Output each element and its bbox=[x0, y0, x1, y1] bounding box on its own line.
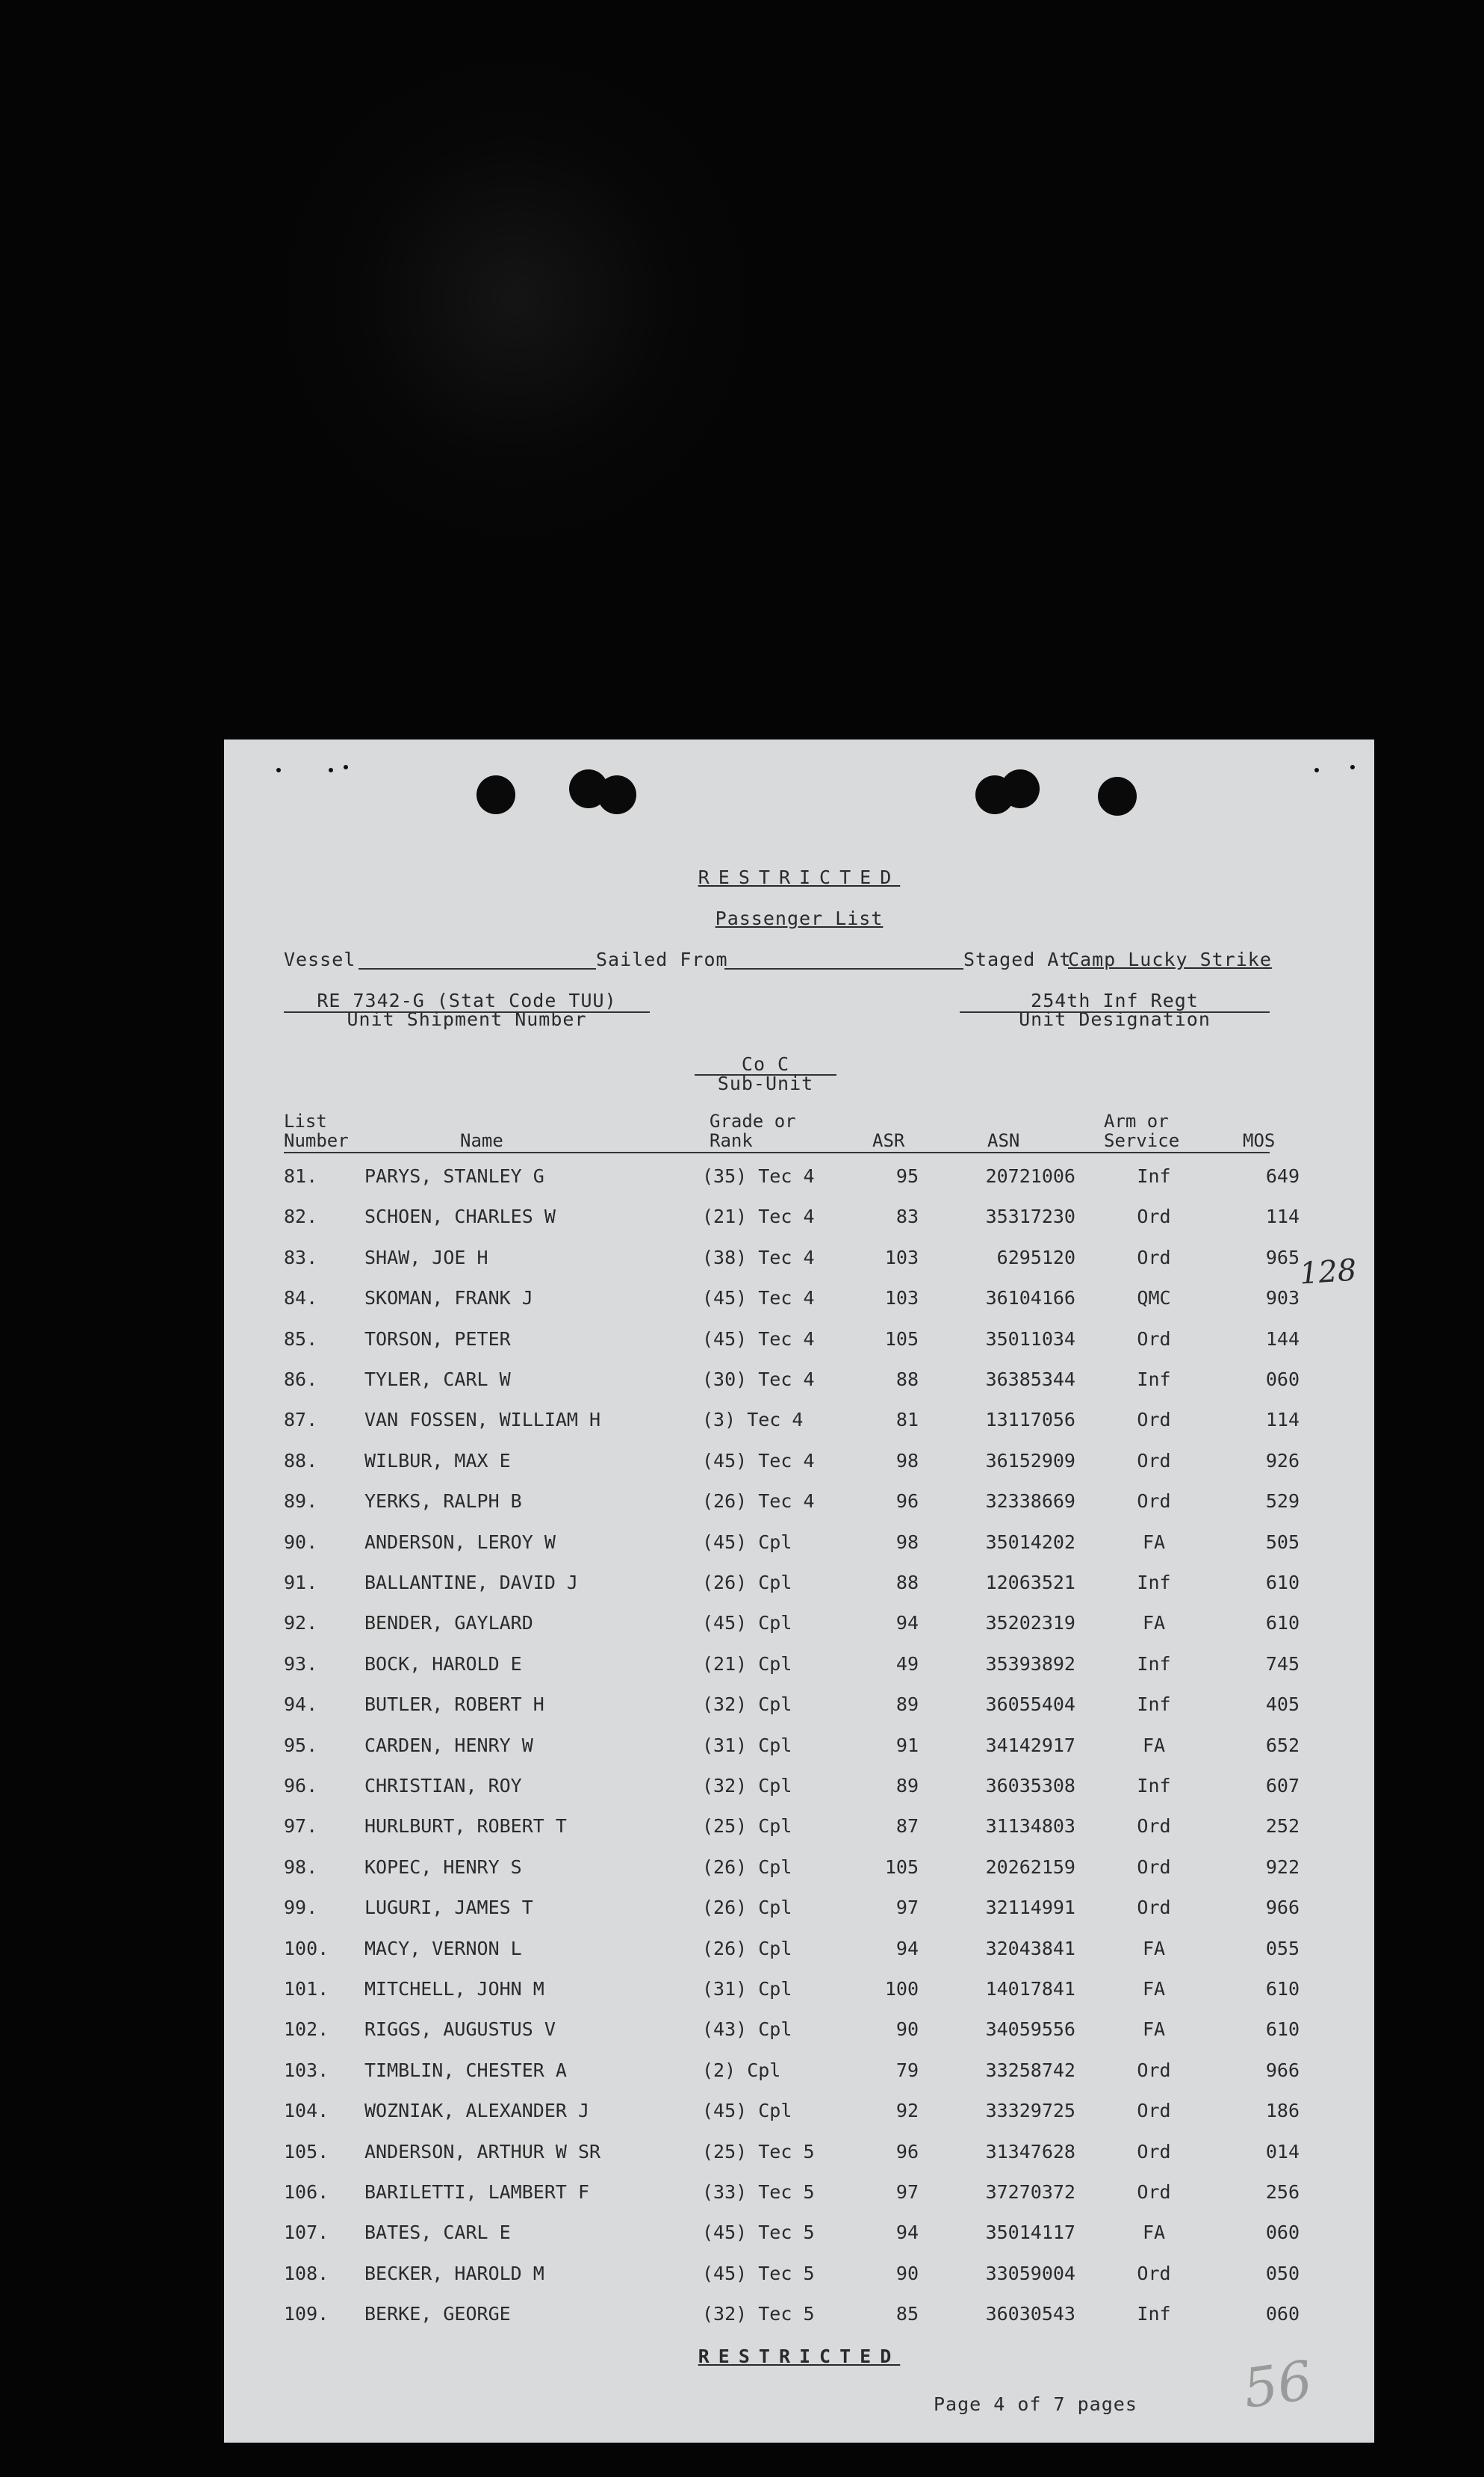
row-mos: 966 bbox=[1265, 1897, 1300, 1919]
row-list-number: 103. bbox=[284, 2059, 329, 2081]
row-asr: 88 bbox=[895, 1368, 919, 1390]
table-row bbox=[224, 1572, 1374, 1612]
row-asn: 14017841 bbox=[985, 1978, 1075, 2000]
shipment-number-label: Unit Shipment Number bbox=[347, 1008, 587, 1030]
row-arm: Ord bbox=[1137, 1897, 1171, 1919]
ink-speck bbox=[329, 768, 333, 772]
row-asn: 32114991 bbox=[985, 1897, 1075, 1919]
row-mos: 144 bbox=[1265, 1327, 1300, 1350]
restricted-title-bottom: RESTRICTED bbox=[698, 2346, 901, 2367]
row-asn: 6295120 bbox=[996, 1246, 1075, 1268]
col-list-number-line2: Number bbox=[284, 1130, 349, 1151]
table-row bbox=[224, 1206, 1374, 1246]
row-asn: 12063521 bbox=[985, 1572, 1075, 1593]
row-asn: 36104166 bbox=[985, 1287, 1075, 1309]
row-name: SCHOEN, CHARLES W bbox=[364, 1206, 556, 1228]
row-arm: Ord bbox=[1137, 1815, 1171, 1838]
row-name: SHAW, JOE H bbox=[364, 1246, 488, 1268]
ink-speck bbox=[1314, 768, 1319, 772]
row-asn: 35202319 bbox=[985, 1612, 1075, 1634]
row-mos: 055 bbox=[1265, 1937, 1300, 1959]
col-arm bbox=[1104, 1112, 1179, 1150]
row-name: ANDERSON, ARTHUR W SR bbox=[364, 2140, 601, 2163]
row-name: RIGGS, AUGUSTUS V bbox=[364, 2018, 556, 2041]
row-mos: 745 bbox=[1265, 1652, 1300, 1675]
row-name: BALLANTINE, DAVID J bbox=[364, 1572, 578, 1593]
row-asr: 97 bbox=[895, 1897, 919, 1919]
row-mos: 405 bbox=[1265, 1693, 1300, 1716]
row-asn: 35317230 bbox=[985, 1206, 1075, 1228]
row-list-number: 99. bbox=[284, 1897, 318, 1919]
row-list-number: 107. bbox=[284, 2222, 329, 2244]
row-asn: 35393892 bbox=[985, 1652, 1075, 1675]
row-list-number: 101. bbox=[284, 1978, 329, 2000]
row-name: TIMBLIN, CHESTER A bbox=[364, 2059, 567, 2081]
row-mos: 186 bbox=[1265, 2100, 1300, 2122]
row-name: VAN FOSSEN, WILLIAM H bbox=[364, 1409, 601, 1431]
col-arm-line1: Arm or bbox=[1104, 1111, 1169, 1132]
row-asr: 97 bbox=[895, 2181, 919, 2203]
row-grade: (32) Cpl bbox=[702, 1693, 792, 1716]
row-arm: FA bbox=[1142, 1734, 1166, 1756]
row-grade: (45) Cpl bbox=[702, 1531, 792, 1553]
row-name: CHRISTIAN, ROY bbox=[364, 1775, 522, 1796]
row-arm: Ord bbox=[1137, 1327, 1171, 1350]
row-asr: 96 bbox=[895, 1490, 919, 1513]
row-mos: 610 bbox=[1265, 1612, 1300, 1634]
row-name: LUGURI, JAMES T bbox=[364, 1897, 533, 1919]
row-arm: Ord bbox=[1137, 1490, 1171, 1513]
punch-hole bbox=[1001, 769, 1040, 808]
table-row bbox=[224, 1897, 1374, 1937]
row-list-number: 102. bbox=[284, 2018, 329, 2041]
table-row bbox=[224, 1409, 1374, 1449]
table-row bbox=[224, 1328, 1374, 1368]
row-asn: 35014117 bbox=[985, 2222, 1075, 2244]
row-mos: 965 bbox=[1265, 1246, 1300, 1268]
row-asr: 94 bbox=[895, 1937, 919, 1959]
table-row bbox=[224, 1247, 1374, 1287]
staged-at-value: Camp Lucky Strike bbox=[1068, 949, 1272, 970]
vessel-label: Vessel bbox=[284, 949, 356, 970]
row-asr: 94 bbox=[895, 1612, 919, 1634]
row-asr: 89 bbox=[895, 1775, 919, 1796]
row-list-number: 89. bbox=[284, 1490, 318, 1513]
row-name: TYLER, CARL W bbox=[364, 1368, 511, 1390]
row-asr: 87 bbox=[895, 1815, 919, 1838]
row-mos: 607 bbox=[1265, 1775, 1300, 1796]
row-asn: 36035308 bbox=[985, 1775, 1075, 1796]
row-arm: Ord bbox=[1137, 1246, 1171, 1268]
row-asr: 85 bbox=[895, 2303, 919, 2325]
table-row bbox=[224, 2059, 1374, 2100]
row-grade: (32) Cpl bbox=[702, 1775, 792, 1796]
row-list-number: 100. bbox=[284, 1937, 329, 1959]
row-name: BERKE, GEORGE bbox=[364, 2303, 511, 2325]
row-grade: (21) Cpl bbox=[702, 1652, 792, 1675]
table-row bbox=[224, 2018, 1374, 2059]
row-asr: 79 bbox=[895, 2059, 919, 2081]
row-grade: (26) Cpl bbox=[702, 1856, 792, 1878]
row-name: WOZNIAK, ALEXANDER J bbox=[364, 2100, 590, 2122]
row-list-number: 98. bbox=[284, 1856, 318, 1878]
row-asn: 20262159 bbox=[985, 1856, 1075, 1878]
table-row bbox=[224, 1938, 1374, 1978]
row-asn: 35011034 bbox=[985, 1327, 1075, 1350]
row-asr: 90 bbox=[895, 2262, 919, 2284]
row-arm: Inf bbox=[1137, 1693, 1171, 1716]
col-grade-line1: Grade or bbox=[710, 1111, 796, 1132]
row-arm: FA bbox=[1142, 1531, 1166, 1553]
row-mos: 252 bbox=[1265, 1815, 1300, 1838]
row-grade: (33) Tec 5 bbox=[702, 2181, 815, 2203]
row-grade: (38) Tec 4 bbox=[702, 1246, 815, 1268]
row-arm: Inf bbox=[1137, 1652, 1171, 1675]
row-name: MITCHELL, JOHN M bbox=[364, 1978, 544, 2000]
row-asr: 103 bbox=[884, 1287, 919, 1309]
row-mos: 926 bbox=[1265, 1449, 1300, 1472]
row-asr: 96 bbox=[895, 2140, 919, 2163]
row-list-number: 109. bbox=[284, 2303, 329, 2325]
row-mos: 610 bbox=[1265, 1572, 1300, 1593]
sub-unit-label: Sub-Unit bbox=[717, 1073, 814, 1094]
col-list-number bbox=[284, 1112, 349, 1150]
row-mos: 966 bbox=[1265, 2059, 1300, 2081]
row-asn: 36385344 bbox=[985, 1368, 1075, 1390]
row-list-number: 84. bbox=[284, 1287, 318, 1309]
row-list-number: 81. bbox=[284, 1165, 318, 1187]
row-asr: 98 bbox=[895, 1531, 919, 1553]
row-arm: FA bbox=[1142, 1978, 1166, 2000]
row-grade: (45) Cpl bbox=[702, 2100, 792, 2122]
row-asr: 49 bbox=[895, 1652, 919, 1675]
row-grade: (45) Tec 4 bbox=[702, 1287, 815, 1309]
row-arm: Inf bbox=[1137, 1775, 1171, 1796]
table-row bbox=[224, 1450, 1374, 1490]
row-list-number: 87. bbox=[284, 1409, 318, 1431]
col-asn: ASN bbox=[987, 1130, 1020, 1151]
row-mos: 610 bbox=[1265, 1978, 1300, 2000]
punch-hole bbox=[597, 775, 636, 814]
row-asn: 36030543 bbox=[985, 2303, 1075, 2325]
row-name: ANDERSON, LEROY W bbox=[364, 1531, 556, 1553]
row-asn: 34142917 bbox=[985, 1734, 1075, 1756]
row-mos: 256 bbox=[1265, 2181, 1300, 2203]
row-arm: Ord bbox=[1137, 1206, 1171, 1228]
row-list-number: 91. bbox=[284, 1572, 318, 1593]
table-row bbox=[224, 2100, 1374, 2140]
staged-at-label: Staged At bbox=[963, 949, 1072, 970]
row-grade: (31) Cpl bbox=[702, 1978, 792, 2000]
table-row bbox=[224, 1612, 1374, 1652]
pencil-number: 56 bbox=[1239, 2349, 1317, 2420]
row-grade: (2) Cpl bbox=[702, 2059, 781, 2081]
background-shadow bbox=[269, 45, 762, 553]
row-list-number: 96. bbox=[284, 1775, 318, 1796]
table-row bbox=[224, 1165, 1374, 1206]
row-mos: 114 bbox=[1265, 1206, 1300, 1228]
row-mos: 903 bbox=[1265, 1287, 1300, 1309]
row-mos: 649 bbox=[1265, 1165, 1300, 1187]
row-asr: 105 bbox=[884, 1327, 919, 1350]
row-name: BATES, CARL E bbox=[364, 2222, 511, 2244]
row-name: WILBUR, MAX E bbox=[364, 1449, 511, 1472]
row-grade: (30) Tec 4 bbox=[702, 1368, 815, 1390]
row-list-number: 97. bbox=[284, 1815, 318, 1838]
table-row bbox=[224, 2141, 1374, 2181]
col-mos: MOS bbox=[1243, 1130, 1276, 1151]
restricted-title-top: RESTRICTED bbox=[698, 867, 901, 888]
row-grade: (26) Cpl bbox=[702, 1897, 792, 1919]
table-row bbox=[224, 2181, 1374, 2222]
row-mos: 610 bbox=[1265, 2018, 1300, 2041]
row-list-number: 104. bbox=[284, 2100, 329, 2122]
unit-designation-label: Unit Designation bbox=[1019, 1008, 1211, 1030]
row-name: KOPEC, HENRY S bbox=[364, 1856, 522, 1878]
row-arm: Ord bbox=[1137, 2140, 1171, 2163]
row-list-number: 106. bbox=[284, 2181, 329, 2203]
row-name: PARYS, STANLEY G bbox=[364, 1165, 544, 1187]
row-asr: 103 bbox=[884, 1246, 919, 1268]
unit-designation-value: 254th Inf Regt bbox=[1031, 990, 1199, 1011]
row-name: BARILETTI, LAMBERT F bbox=[364, 2181, 590, 2203]
row-grade: (35) Tec 4 bbox=[702, 1165, 815, 1187]
col-arm-line2: Service bbox=[1104, 1130, 1180, 1151]
row-grade: (45) Tec 5 bbox=[702, 2262, 815, 2284]
row-mos: 652 bbox=[1265, 1734, 1300, 1756]
row-grade: (26) Cpl bbox=[702, 1937, 792, 1959]
ink-speck bbox=[344, 765, 348, 769]
row-grade: (26) Tec 4 bbox=[702, 1490, 815, 1513]
table-row bbox=[224, 2222, 1374, 2262]
row-grade: (32) Tec 5 bbox=[702, 2303, 815, 2325]
row-name: BOCK, HAROLD E bbox=[364, 1652, 522, 1675]
passenger-list-title: Passenger List bbox=[715, 908, 884, 929]
row-grade: (25) Tec 5 bbox=[702, 2140, 815, 2163]
row-arm: Ord bbox=[1137, 2059, 1171, 2081]
ink-speck bbox=[1350, 765, 1355, 769]
row-mos: 060 bbox=[1265, 2303, 1300, 2325]
row-list-number: 90. bbox=[284, 1531, 318, 1553]
row-asn: 32043841 bbox=[985, 1937, 1075, 1959]
table-row bbox=[224, 1368, 1374, 1409]
col-grade bbox=[710, 1112, 796, 1150]
row-asn: 20721006 bbox=[985, 1165, 1075, 1187]
row-arm: QMC bbox=[1137, 1287, 1171, 1309]
row-asn: 37270372 bbox=[985, 2181, 1075, 2203]
row-name: HURLBURT, ROBERT T bbox=[364, 1815, 567, 1838]
row-asn: 35014202 bbox=[985, 1531, 1075, 1553]
row-grade: (43) Cpl bbox=[702, 2018, 792, 2041]
row-list-number: 83. bbox=[284, 1246, 318, 1268]
header-rule bbox=[284, 1152, 1270, 1153]
row-arm: Inf bbox=[1137, 1572, 1171, 1593]
shipment-number-value: RE 7342-G (Stat Code TUU) bbox=[317, 990, 617, 1011]
row-list-number: 86. bbox=[284, 1368, 318, 1390]
row-arm: Ord bbox=[1137, 1409, 1171, 1431]
row-arm: Ord bbox=[1137, 1856, 1171, 1878]
table-row bbox=[224, 1490, 1374, 1531]
row-mos: 050 bbox=[1265, 2262, 1300, 2284]
row-asn: 31134803 bbox=[985, 1815, 1075, 1838]
row-arm: Ord bbox=[1137, 2181, 1171, 2203]
sub-unit-value: Co C bbox=[741, 1053, 790, 1075]
row-asn: 36152909 bbox=[985, 1449, 1075, 1472]
row-asn: 31347628 bbox=[985, 2140, 1075, 2163]
row-list-number: 108. bbox=[284, 2262, 329, 2284]
row-list-number: 93. bbox=[284, 1652, 318, 1675]
row-mos: 505 bbox=[1265, 1531, 1300, 1553]
row-mos: 014 bbox=[1265, 2140, 1300, 2163]
row-list-number: 82. bbox=[284, 1206, 318, 1228]
table-row bbox=[224, 1775, 1374, 1815]
table-row bbox=[224, 1856, 1374, 1897]
row-asr: 105 bbox=[884, 1856, 919, 1878]
row-grade: (31) Cpl bbox=[702, 1734, 792, 1756]
row-mos: 922 bbox=[1265, 1856, 1300, 1878]
row-list-number: 85. bbox=[284, 1327, 318, 1350]
row-arm: FA bbox=[1142, 2018, 1166, 2041]
col-grade-line2: Rank bbox=[710, 1130, 753, 1151]
row-name: SKOMAN, FRANK J bbox=[364, 1287, 533, 1309]
row-grade: (45) Tec 4 bbox=[702, 1327, 815, 1350]
row-asn: 33059004 bbox=[985, 2262, 1075, 2284]
row-asn: 13117056 bbox=[985, 1409, 1075, 1431]
row-name: MACY, VERNON L bbox=[364, 1937, 522, 1959]
table-row bbox=[224, 1653, 1374, 1693]
row-name: BUTLER, ROBERT H bbox=[364, 1693, 544, 1716]
row-asn: 33329725 bbox=[985, 2100, 1075, 2122]
row-name: CARDEN, HENRY W bbox=[364, 1734, 533, 1756]
row-asr: 91 bbox=[895, 1734, 919, 1756]
row-grade: (45) Tec 5 bbox=[702, 2222, 815, 2244]
row-asr: 95 bbox=[895, 1165, 919, 1187]
row-mos: 060 bbox=[1265, 1368, 1300, 1390]
row-arm: FA bbox=[1142, 2222, 1166, 2244]
row-asr: 83 bbox=[895, 1206, 919, 1228]
punch-hole bbox=[1098, 777, 1137, 816]
row-arm: Ord bbox=[1137, 2262, 1171, 2284]
sailed-from-label: Sailed From bbox=[596, 949, 728, 970]
col-asr: ASR bbox=[872, 1130, 905, 1151]
row-asr: 94 bbox=[895, 2222, 919, 2244]
row-mos: 114 bbox=[1265, 1409, 1300, 1431]
row-mos: 060 bbox=[1265, 2222, 1300, 2244]
col-list-number-line1: List bbox=[284, 1111, 327, 1132]
row-asr: 92 bbox=[895, 2100, 919, 2122]
vessel-blank bbox=[358, 968, 596, 970]
row-arm: Inf bbox=[1137, 1368, 1171, 1390]
row-arm: Inf bbox=[1137, 1165, 1171, 1187]
table-row bbox=[224, 1693, 1374, 1734]
row-name: BENDER, GAYLARD bbox=[364, 1612, 533, 1634]
col-name: Name bbox=[460, 1130, 503, 1151]
row-grade: (45) Tec 4 bbox=[702, 1449, 815, 1472]
row-grade: (3) Tec 4 bbox=[702, 1409, 804, 1431]
page-info: Page 4 of 7 pages bbox=[934, 2393, 1137, 2415]
table-row bbox=[224, 1978, 1374, 2018]
row-asr: 100 bbox=[884, 1978, 919, 2000]
row-grade: (25) Cpl bbox=[702, 1815, 792, 1838]
table-row bbox=[224, 1531, 1374, 1572]
row-asr: 90 bbox=[895, 2018, 919, 2041]
passenger-list-page bbox=[224, 740, 1374, 2443]
row-arm: FA bbox=[1142, 1937, 1166, 1959]
row-asr: 98 bbox=[895, 1449, 919, 1472]
row-asn: 34059556 bbox=[985, 2018, 1075, 2041]
table-row bbox=[224, 1815, 1374, 1856]
margin-number: 128 bbox=[1298, 1253, 1358, 1292]
row-grade: (21) Tec 4 bbox=[702, 1206, 815, 1228]
row-arm: Ord bbox=[1137, 2100, 1171, 2122]
row-name: YERKS, RALPH B bbox=[364, 1490, 522, 1513]
row-name: TORSON, PETER bbox=[364, 1327, 511, 1350]
table-row bbox=[224, 1734, 1374, 1775]
row-name: BECKER, HAROLD M bbox=[364, 2262, 544, 2284]
row-list-number: 88. bbox=[284, 1449, 318, 1472]
row-asn: 32338669 bbox=[985, 1490, 1075, 1513]
row-list-number: 94. bbox=[284, 1693, 318, 1716]
row-arm: Ord bbox=[1137, 1449, 1171, 1472]
row-asn: 36055404 bbox=[985, 1693, 1075, 1716]
row-asr: 88 bbox=[895, 1572, 919, 1593]
punch-hole bbox=[476, 775, 515, 814]
row-grade: (26) Cpl bbox=[702, 1572, 792, 1593]
row-arm: FA bbox=[1142, 1612, 1166, 1634]
row-asn: 33258742 bbox=[985, 2059, 1075, 2081]
ink-speck bbox=[276, 768, 281, 772]
table-row bbox=[224, 2263, 1374, 2303]
row-list-number: 105. bbox=[284, 2140, 329, 2163]
sailed-from-blank bbox=[724, 968, 963, 970]
row-list-number: 95. bbox=[284, 1734, 318, 1756]
table-row bbox=[224, 1287, 1374, 1327]
row-grade: (45) Cpl bbox=[702, 1612, 792, 1634]
row-list-number: 92. bbox=[284, 1612, 318, 1634]
row-asr: 81 bbox=[895, 1409, 919, 1431]
row-asr: 89 bbox=[895, 1693, 919, 1716]
row-mos: 529 bbox=[1265, 1490, 1300, 1513]
row-arm: Inf bbox=[1137, 2303, 1171, 2325]
table-row bbox=[224, 2303, 1374, 2343]
